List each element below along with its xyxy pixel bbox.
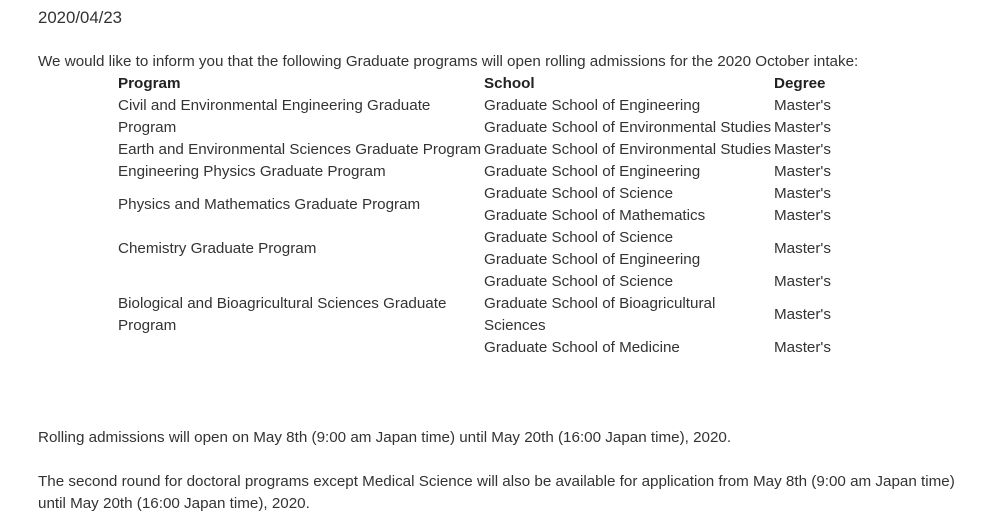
program-name: Earth and Environmental Sciences Graduate Program [118,141,482,158]
school-cell: Graduate School of Engineering [484,251,701,268]
table-row [118,227,854,249]
programs-table [118,73,854,359]
intro-text: We would like to inform you that the following Graduate programs will open rolling admissions for the 2020 October intake: [38,53,859,70]
announcement-date: 2020/04/23 [38,8,122,27]
degree-cell: Master's [774,339,831,356]
table-row [118,139,854,161]
header-degree: Degree [774,75,826,92]
table-row [118,95,854,117]
program-name: Biological and Bioagricultural Sciences Graduate Program [118,295,447,334]
school-cell: Graduate School of Bioagricultural Sciences [484,295,716,334]
degree-cell: Master's [774,141,831,158]
school-cell: Graduate School of Science [484,229,674,246]
program-cell [118,227,484,271]
rolling-admissions-note: Rolling admissions will open on May 8th (9:00 am Japan time) until May 20th (16:00 Japan time), 2020. [38,429,732,446]
school-cell: Graduate School of Medicine [484,339,680,356]
school-cell: Graduate School of Environmental Studies [484,141,772,158]
program-cell [118,95,484,139]
school-cell: Graduate School of Engineering [484,97,701,114]
school-cell: Graduate School of Engineering [484,163,701,180]
header-program: Program [118,75,181,92]
program-cell [118,271,484,359]
table-row [118,161,854,183]
degree-cell: Master's [774,119,831,136]
table-row [118,183,854,205]
table-row [118,271,854,293]
program-cell [118,139,484,161]
school-cell: Graduate School of Mathematics [484,207,706,224]
program-name: Engineering Physics Graduate Program [118,163,386,180]
degree-cell: Master's [774,273,831,290]
school-cell: Graduate School of Science [484,273,674,290]
table-header-row [118,73,854,95]
degree-cell: Master's [774,207,831,224]
program-name: Chemistry Graduate Program [118,240,317,257]
degree-cell: Master's [774,163,831,180]
program-name: Civil and Environmental Engineering Graduate Program [118,97,431,136]
second-round-note: The second round for doctoral programs except Medical Science will also be available for application from May 8th (9:00 am Japan time) until May 20th (16:00 Japan time), 2020. [38,473,955,512]
degree-cell: Master's [774,185,831,202]
program-cell [118,183,484,227]
school-cell: Graduate School of Science [484,185,674,202]
program-cell [118,161,484,183]
header-school: School [484,75,535,92]
program-name: Physics and Mathematics Graduate Program [118,196,421,213]
degree-cell: Master's [774,240,831,257]
school-cell: Graduate School of Environmental Studies [484,119,772,136]
degree-cell: Master's [774,306,831,323]
degree-cell: Master's [774,97,831,114]
